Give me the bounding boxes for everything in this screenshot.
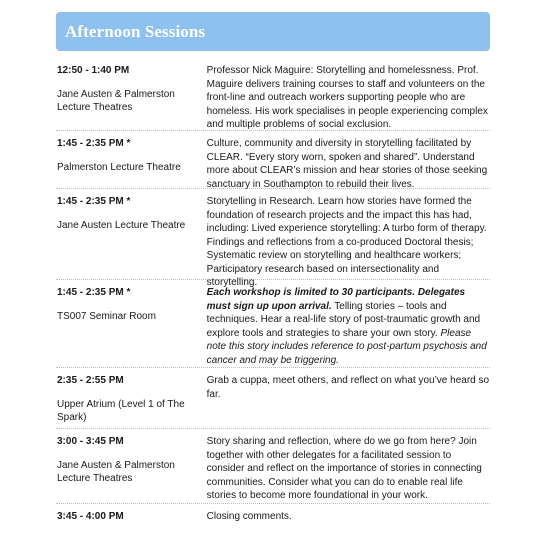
- session-time: 12:50 - 1:40 PM: [57, 65, 130, 76]
- session-venue: Jane Austen Lecture Theatre: [57, 219, 186, 231]
- session-time: 1:45 - 2:35 PM *: [57, 287, 131, 298]
- session-time: 2:35 - 2:55 PM: [57, 375, 124, 386]
- session-row: [56, 131, 490, 189]
- workshop-limit-notice: Each workshop is limited to 30 participants. Delegates must sign up upon arrival.: [206, 287, 466, 312]
- session-row: [56, 504, 490, 528]
- session-time: 1:45 - 2:35 PM *: [57, 138, 131, 149]
- session-meta: [56, 195, 207, 279]
- session-time: 3:00 - 3:45 PM: [57, 436, 124, 447]
- trigger-warning: Please note this story includes reference to post-partum psychosis and cancer and may be triggering.: [206, 327, 487, 366]
- session-description: Story sharing and reflection, where do we go from here? Join together with other delegates for a facilitated session to consider and reflect on the importance of stories in connecting communities. Consider what you can do to enable real life stories to become more foundational in your work.: [206, 436, 482, 501]
- session-time: 3:45 - 4:00 PM: [57, 511, 124, 522]
- session-row: [56, 429, 490, 504]
- session-meta: [56, 64, 207, 130]
- session-description: Storytelling in Research. Learn how stories have formed the foundation of research projects and the impact this has had, including: Lived experience storytelling: A turbo form of therapy. Findings and reflections from a co-produced Doctoral thesis; Systematic review on storytelling and healthcare workers; Participatory research based on intersectionality and storytelling.: [206, 196, 487, 288]
- session-meta: [56, 286, 207, 367]
- session-venue: Jane Austen & Palmerston Lecture Theatres: [57, 459, 175, 484]
- session-description: Professor Nick Maguire: Storytelling and homelessness. Prof. Maguire delivers training courses to staff and volunteers on the front-line and outreach workers supporting people who are homeless. His work specialises in people experiencing complex and multiple problems of social exclusion.: [206, 65, 488, 130]
- schedule-list: [56, 58, 490, 528]
- session-meta: [56, 374, 207, 428]
- session-venue: Jane Austen & Palmerston Lecture Theatres: [57, 88, 175, 113]
- session-time: 1:45 - 2:35 PM *: [57, 196, 131, 207]
- session-description: Grab a cuppa, meet others, and reflect on what you’ve heard so far.: [206, 375, 490, 400]
- session-row: [56, 280, 490, 368]
- session-row: [56, 189, 490, 288]
- session-description-text: Telling stories – tools and techniques. Hear a real-life story of post-traumatic growth and explore tools and strategies to share your own story.: [206, 300, 481, 339]
- section-header: [56, 12, 490, 51]
- section-title: Afternoon Sessions: [65, 22, 206, 41]
- session-venue: Palmerston Lecture Theatre: [57, 161, 181, 173]
- session-meta: [56, 137, 207, 188]
- session-description: Culture, community and diversity in storytelling facilitated by CLEAR. “Every story worn, spoken and shared”. Understand more about CLEAR’s mission and hear stories of those seeking sanctuary in Southampton to rebuild their lives.: [206, 138, 488, 190]
- session-row: [56, 58, 490, 131]
- session-venue: TS007 Seminar Room: [57, 310, 156, 322]
- session-description: Closing comments.: [206, 511, 292, 522]
- session-description: [207, 286, 490, 367]
- session-row: [56, 368, 490, 429]
- session-venue: Upper Atrium (Level 1 of The Spark): [57, 398, 185, 423]
- session-meta: [56, 510, 207, 528]
- session-meta: [56, 435, 207, 503]
